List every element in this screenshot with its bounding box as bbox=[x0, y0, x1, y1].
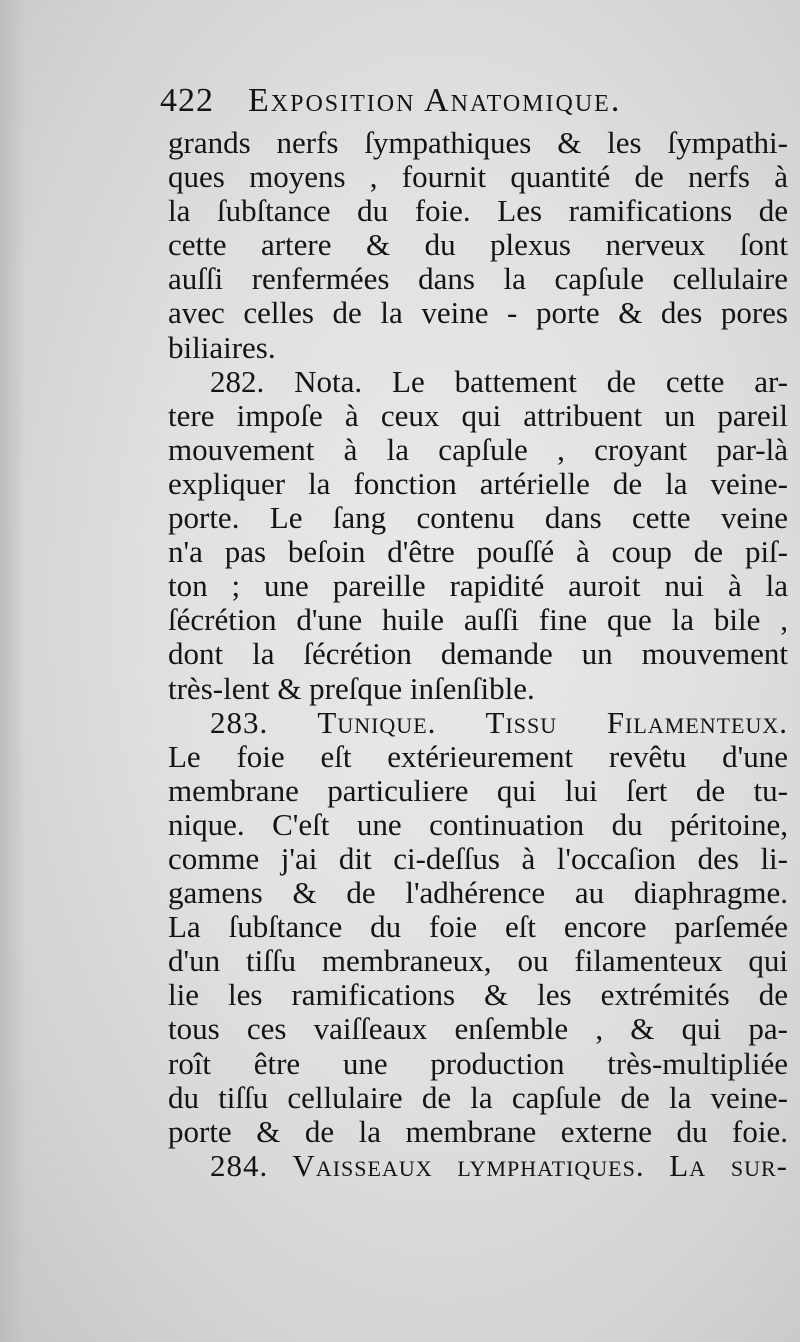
page-header bbox=[160, 82, 700, 126]
page-number: 422 bbox=[160, 82, 214, 119]
text-line: d'un tiſſu membraneux, ou filamenteux qui bbox=[168, 943, 788, 979]
text-line: n'a pas beſoin d'être pouſſé à coup de piſ- bbox=[168, 534, 788, 570]
text-line: ſécrétion d'une huile auſſi fine que la bile , bbox=[168, 602, 788, 638]
text-line: expliquer la fonction artérielle de la veine- bbox=[168, 465, 788, 501]
text-line: porte. Le ſang contenu dans cette veine bbox=[168, 500, 788, 536]
text-line: biliaires. bbox=[168, 329, 276, 365]
text-line: membrane particuliere qui lui ſert de tu- bbox=[168, 772, 788, 808]
section-284-heading: 284. Vaisseaux lymphatiques. La ſur- bbox=[210, 1147, 788, 1183]
text-line: tous ces vaiſſeaux enſemble , & qui pa- bbox=[168, 1011, 788, 1047]
text-line: du tiſſu cellulaire de la capſule de la veine- bbox=[168, 1079, 788, 1115]
text-line: la ſubſtance du foie. Les ramifications de bbox=[168, 193, 788, 229]
text-line: auſſi renfermées dans la capſule cellulaire bbox=[168, 261, 788, 297]
text-line: Le foie eſt extérieurement revêtu d'une bbox=[168, 738, 788, 774]
text-line: porte & de la membrane externe du foie. bbox=[168, 1113, 788, 1149]
text-line: gamens & de l'adhérence au diaphragme. bbox=[168, 875, 788, 911]
text-line: grands nerfs ſympathiques & les ſympathi- bbox=[168, 125, 788, 160]
text-line: La ſubſtance du foie eſt encore parſemée bbox=[168, 909, 788, 945]
paragraph-282-heading-line: 282. Nota. Le battement de cette ar- bbox=[210, 363, 788, 399]
text-line: roît être une production très-multipliée bbox=[168, 1045, 788, 1081]
page-gutter-shadow bbox=[0, 0, 26, 1342]
text-line: cette artere & du plexus nerveux ſont bbox=[168, 227, 788, 263]
text-line: avec celles de la veine - porte & des pores bbox=[168, 295, 788, 331]
section-283-heading: 283. Tunique. Tissu Filamenteux. bbox=[210, 704, 788, 740]
running-title: Exposition Anatomique. bbox=[248, 82, 622, 119]
text-line: comme j'ai dit ci-deſſus à l'occaſion des li- bbox=[168, 840, 788, 876]
text-line: ques moyens , fournit quantité de nerfs à bbox=[168, 159, 788, 195]
text-line: nique. C'eſt une continuation du péritoine, bbox=[168, 806, 788, 842]
text-line: dont la ſécrétion demande un mouvement bbox=[168, 636, 788, 672]
text-line: très-lent & preſque inſenſible. bbox=[168, 670, 535, 706]
text-line: lie les ramifications & les extrémités de bbox=[168, 977, 788, 1013]
text-line: ton ; une pareille rapidité auroit nui à la bbox=[168, 568, 788, 604]
text-line: mouvement à la capſule , croyant par-là bbox=[168, 431, 788, 467]
body-text bbox=[168, 126, 788, 1183]
text-line: tere impoſe à ceux qui attribuent un pareil bbox=[168, 397, 788, 433]
